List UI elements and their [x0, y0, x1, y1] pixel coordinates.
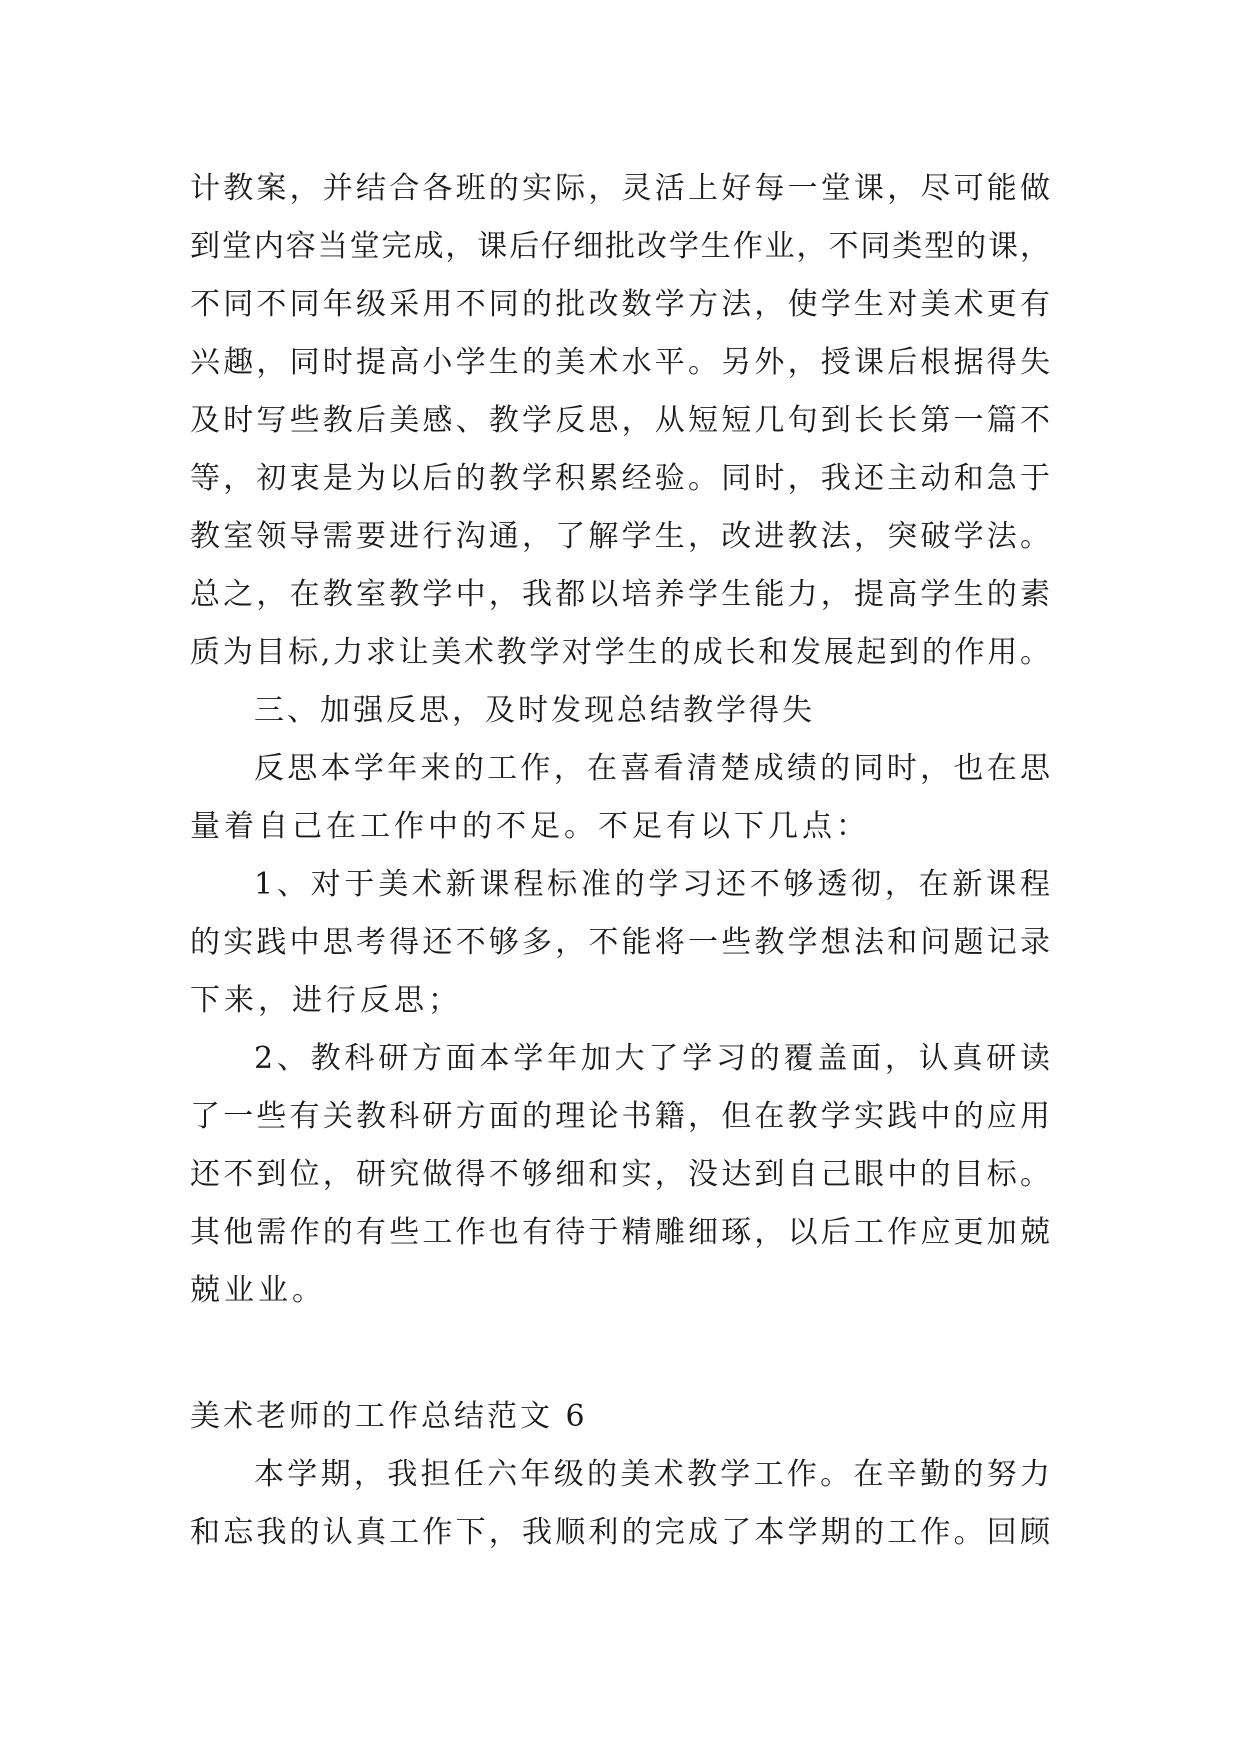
paragraph-line: 本学期，我担任六年级的美术教学工作。在辛勤的努力 — [254, 1457, 1050, 1492]
list-item-line: 兢业业。 — [190, 1273, 326, 1308]
paragraph-line: 总之，在教室教学中，我都以培养学生能力，提高学生的素 — [190, 577, 1050, 612]
paragraph-line: 量着自己在工作中的不足。不足有以下几点： — [190, 809, 870, 844]
paragraph-line: 到堂内容当堂完成，课后仔细批改学生作业，不同类型的课， — [190, 229, 1050, 264]
section-heading: 三、加强反思，及时发现总结教学得失 — [254, 693, 815, 728]
paragraph-line: 等，初衷是为以后的教学积累经验。同时，我还主动和急于 — [190, 461, 1050, 496]
section-spacer — [190, 1320, 1050, 1388]
paragraph-line: 兴趣，同时提高小学生的美术水平。另外，授课后根据得失 — [190, 345, 1050, 380]
paragraph-line: 反思本学年来的工作，在喜看清楚成绩的同时，也在思 — [254, 751, 1050, 786]
list-item-line: 了一些有关教科研方面的理论书籍，但在教学实践中的应用 — [190, 1099, 1050, 1134]
list-item-line: 1、对于美术新课程标准的学习还不够透彻，在新课程 — [254, 867, 1050, 902]
paragraph-line: 和忘我的认真工作下，我顺利的完成了本学期的工作。回顾 — [190, 1515, 1050, 1550]
paragraph-line: 质为目标,力求让美术教学对学生的成长和发展起到的作用。 — [190, 635, 1050, 670]
paragraph-line: 计教案，并结合各班的实际，灵活上好每一堂课，尽可能做 — [190, 171, 1050, 206]
paragraph-line: 及时写些教后美感、教学反思，从短短几句到长长第一篇不 — [190, 403, 1050, 438]
article-title: 美术老师的工作总结范文 6 — [190, 1399, 588, 1434]
list-item-line: 其他需作的有些工作也有待于精雕细琢，以后工作应更加兢 — [190, 1215, 1050, 1250]
paragraph-line: 不同不同年级采用不同的批改数学方法，使学生对美术更有 — [190, 287, 1050, 322]
list-item-line: 的实践中思考得还不够多，不能将一些教学想法和问题记录 — [190, 925, 1050, 960]
list-item-line: 下来，进行反思； — [190, 983, 462, 1018]
list-item-line: 2、教科研方面本学年加大了学习的覆盖面，认真研读 — [254, 1041, 1050, 1076]
document-body — [190, 160, 1050, 1562]
paragraph-line: 教室领导需要进行沟通，了解学生，改进教法，突破学法。 — [190, 519, 1050, 554]
list-item-line: 还不到位，研究做得不够细和实，没达到自己眼中的目标。 — [190, 1157, 1050, 1192]
